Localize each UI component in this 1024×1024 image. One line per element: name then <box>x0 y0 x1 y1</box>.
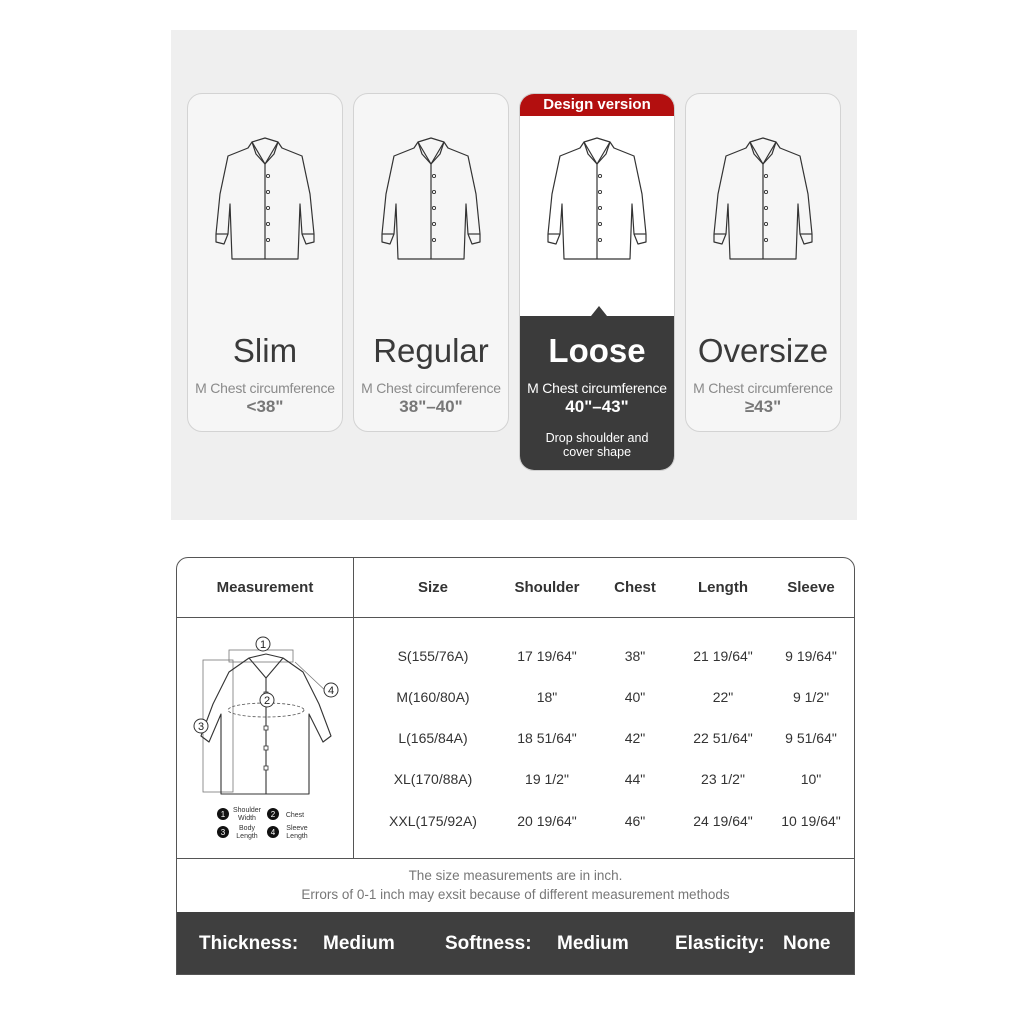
size-table <box>176 557 855 975</box>
shirt-illustration <box>542 134 652 269</box>
fit-name: Loose <box>548 332 646 369</box>
measurement-note: Errors of 0-1 inch may exsit because of different measurement methods <box>301 887 730 902</box>
cell-length: 21 19/64" <box>693 648 753 664</box>
chest-label: M Chest circumference <box>693 380 833 396</box>
fit-card-slim <box>187 93 343 432</box>
marker-1: 1 <box>259 639 267 651</box>
fit-name: Oversize <box>697 332 829 369</box>
legend-4-number: 4 <box>270 828 276 837</box>
chest-label: M Chest circumference <box>361 380 501 396</box>
pointer-notch <box>591 306 607 316</box>
fit-note-line: cover shape <box>562 445 632 459</box>
cell-length: 23 1/2" <box>701 771 745 787</box>
cell-shoulder: 20 19/64" <box>517 813 577 829</box>
cell-chest: 46" <box>624 813 646 829</box>
cell-length: 22" <box>712 689 734 705</box>
legend-sleeve-1: Sleeve <box>286 825 308 832</box>
cell-size: XL(170/88A) <box>393 771 473 787</box>
cell-chest: 44" <box>624 771 646 787</box>
cell-size: L(165/84A) <box>398 730 468 746</box>
marker-3: 3 <box>197 721 205 733</box>
divider <box>177 858 854 859</box>
marker-2: 2 <box>263 695 271 707</box>
chest-value: 40"–43" <box>565 397 629 416</box>
shirt-illustration <box>210 134 320 269</box>
cell-size: S(155/76A) <box>397 648 469 664</box>
fit-card-regular <box>353 93 509 432</box>
cell-sleeve: 9 1/2" <box>792 689 830 705</box>
cell-length: 22 51/64" <box>693 730 753 746</box>
chest-value: 38"–40" <box>399 397 463 416</box>
cell-chest: 42" <box>624 730 646 746</box>
legend-shoulder-2: Width <box>238 815 256 822</box>
cell-sleeve: 9 19/64" <box>785 648 837 664</box>
header-sleeve: Sleeve <box>787 579 835 596</box>
cell-chest: 38" <box>624 648 646 664</box>
cell-shoulder: 18 51/64" <box>517 730 577 746</box>
cell-size: M(160/80A) <box>396 689 470 705</box>
fit-card-loose <box>519 93 675 471</box>
header-length: Length <box>698 579 748 596</box>
fit-note <box>530 431 664 459</box>
measurement-diagram <box>191 634 341 844</box>
header-measurement: Measurement <box>216 579 314 596</box>
header-size: Size <box>417 579 448 596</box>
thickness-value: Medium <box>323 933 395 954</box>
chest-value: ≥43" <box>744 397 782 416</box>
fit-name: Slim <box>232 332 298 369</box>
cell-shoulder: 19 1/2" <box>525 771 569 787</box>
legend-2-number: 2 <box>270 810 276 819</box>
softness-value: Medium <box>557 933 629 954</box>
measurement-note: The size measurements are in inch. <box>408 868 623 883</box>
legend-sleeve-2: Length <box>286 833 308 840</box>
fit-note-line: Drop shoulder and <box>545 431 649 445</box>
shirt-illustration <box>376 134 486 269</box>
chest-label: M Chest circumference <box>195 380 335 396</box>
elasticity-label: Elasticity: <box>675 933 765 954</box>
legend-body-2: Length <box>236 833 258 840</box>
fit-name: Regular <box>373 332 489 369</box>
legend-3-number: 3 <box>220 828 226 837</box>
fit-guide-panel <box>171 30 857 520</box>
header-shoulder: Shoulder <box>514 579 580 596</box>
cell-size: XXL(175/92A) <box>389 813 477 829</box>
softness-label: Softness: <box>445 933 532 954</box>
elasticity-value: None <box>783 933 831 954</box>
cell-sleeve: 10 19/64" <box>781 813 841 829</box>
divider <box>177 617 854 618</box>
cell-length: 24 19/64" <box>693 813 753 829</box>
cell-sleeve: 10" <box>800 771 822 787</box>
fabric-attributes-bar <box>177 912 854 975</box>
chest-label: M Chest circumference <box>527 380 667 396</box>
legend-body-1: Body <box>239 825 255 832</box>
cell-shoulder: 17 19/64" <box>517 648 577 664</box>
cell-chest: 40" <box>624 689 646 705</box>
divider <box>353 558 354 858</box>
thickness-label: Thickness: <box>199 933 299 954</box>
cell-sleeve: 9 51/64" <box>785 730 837 746</box>
legend-1-number: 1 <box>220 810 226 819</box>
fit-card-oversize <box>685 93 841 432</box>
legend-shoulder-1: Shoulder <box>232 807 262 814</box>
chest-value: <38" <box>246 397 284 416</box>
marker-4: 4 <box>327 685 335 697</box>
shirt-illustration <box>708 134 818 269</box>
legend-chest: Chest <box>285 812 305 819</box>
header-chest: Chest <box>614 579 656 596</box>
design-version-badge: Design version <box>520 94 674 116</box>
cell-shoulder: 18" <box>536 689 558 705</box>
